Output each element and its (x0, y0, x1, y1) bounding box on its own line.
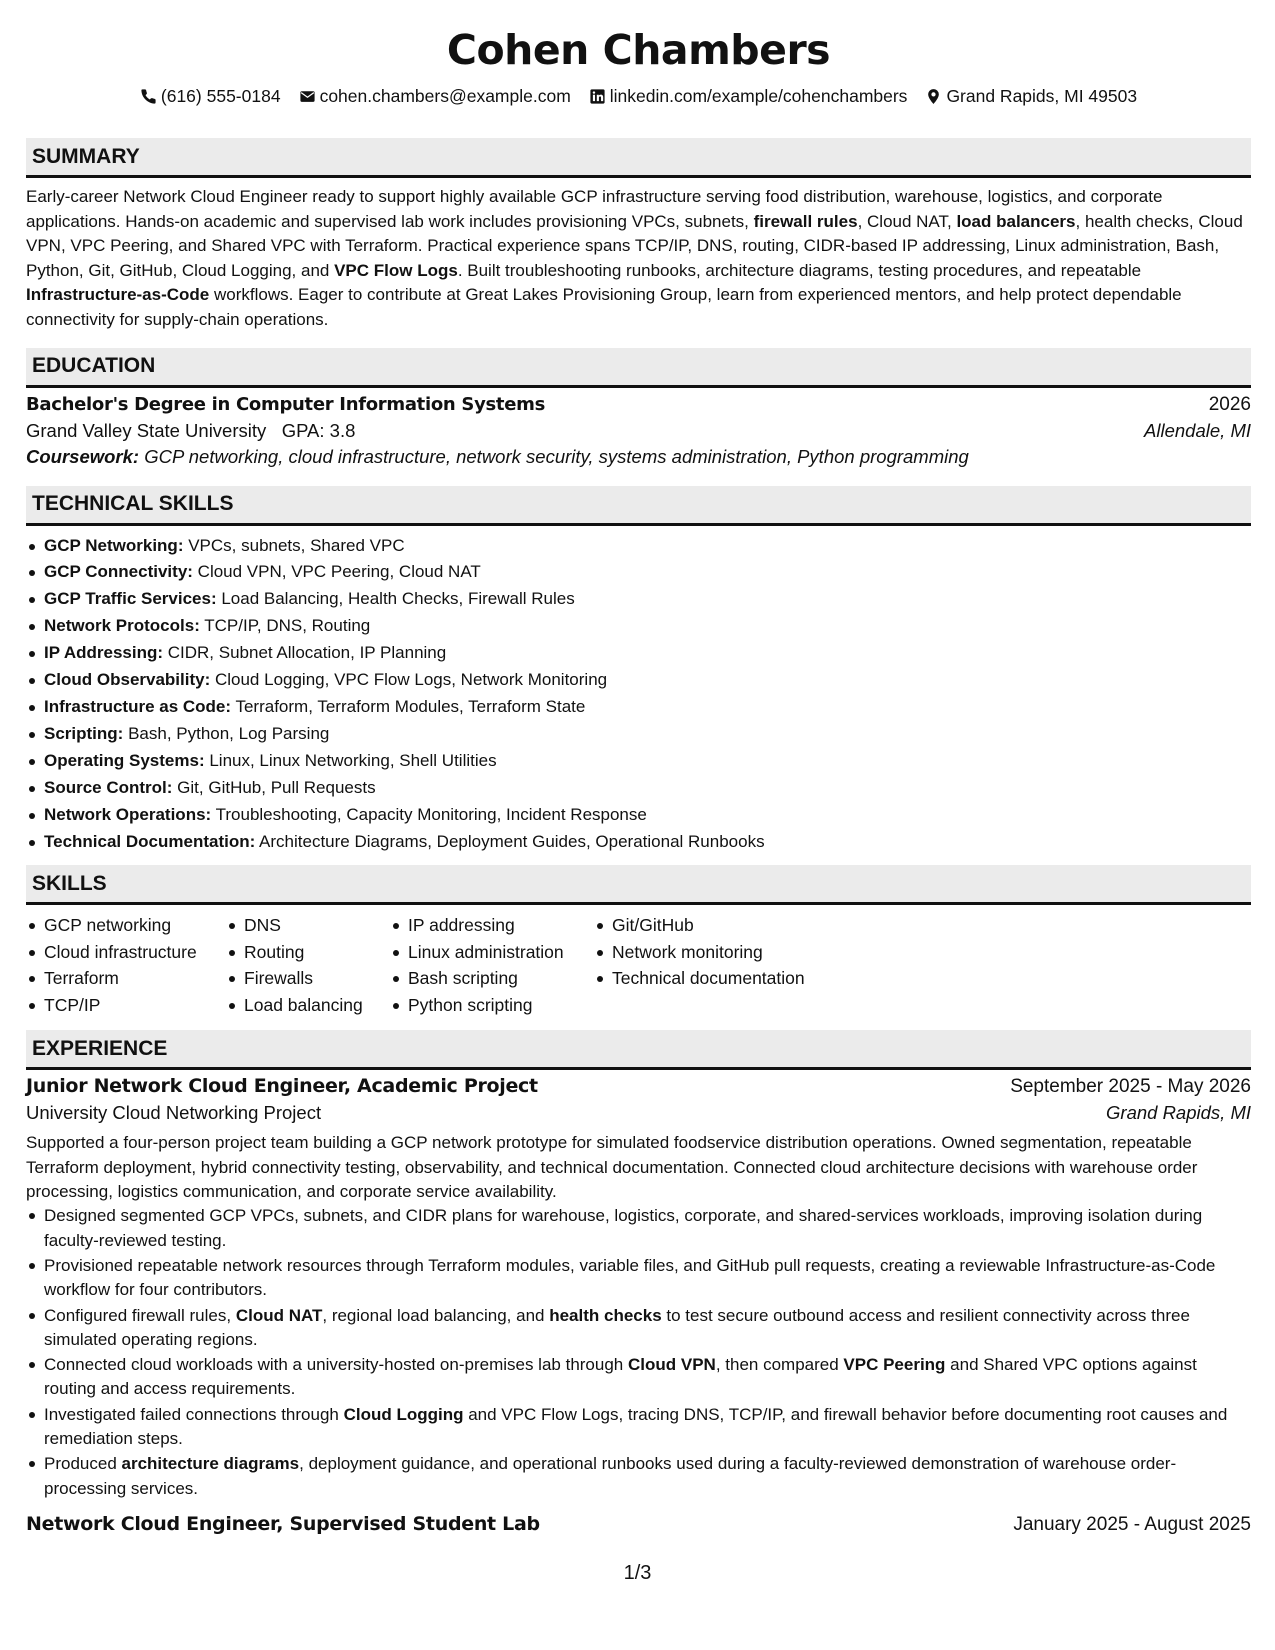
job-title: Junior Network Cloud Engineer, Academic Project (26, 1075, 538, 1098)
summary-text: , health checks, Cloud VPN, VPC Peering, and Shared VPC with Terraform. Practical experience spans TCP/IP, DNS, routing, CIDR-based IP addressing, Linux administration, Bash, Python, Git, GitHub, Cloud Logging, and (26, 211, 1243, 280)
skill-item: GCP networking (26, 912, 226, 939)
skill-values: Git, GitHub, Pull Requests (172, 777, 376, 797)
skill-category: Technical Documentation: (44, 831, 256, 851)
technical-skills-heading: TECHNICAL SKILLS (26, 486, 1251, 526)
bullet-text: , deployment guidance, and operational runbooks used during a faculty-reviewed demonstration of warehouse order-processing services. (44, 1454, 1177, 1498)
job-bullet (26, 1353, 1251, 1402)
skill-values: Architecture Diagrams, Deployment Guides, Operational Runbooks (255, 831, 765, 851)
candidate-name: Cohen Chambers (446, 26, 831, 74)
summary-paragraph (26, 185, 1251, 333)
bullet-text: Investigated failed connections through (44, 1404, 344, 1424)
bullet-text: Configured firewall rules, (44, 1305, 236, 1325)
bullet-emphasis: Cloud NAT (235, 1305, 323, 1325)
summary-heading: SUMMARY (26, 138, 1251, 178)
technical-skill-item (26, 694, 1251, 721)
job-bullet (26, 1452, 1251, 1501)
job-bullet (26, 1304, 1251, 1353)
skill-values: Load Balancing, Health Checks, Firewall Rules (216, 589, 575, 609)
location-text: Grand Rapids, MI 49503 (946, 86, 1138, 106)
job-bullet (26, 1403, 1251, 1452)
technical-skill-item (26, 559, 1251, 586)
skill-values: Cloud Logging, VPC Flow Logs, Network Monitoring (210, 670, 608, 690)
skill-category: Network Protocols: (44, 616, 200, 636)
skill-category: Network Operations: (44, 804, 212, 824)
skills-grid (26, 912, 1251, 1018)
skill-category: Source Control: (44, 777, 173, 797)
envelope-icon (299, 88, 316, 105)
job-entry (26, 1075, 1251, 1500)
job-dates: September 2025 - May 2026 (1010, 1076, 1251, 1098)
bullet-text: to test secure outbound access and resilient connectivity across three simulated operating regions. (44, 1305, 1190, 1349)
skill-category: Cloud Observability: (44, 670, 211, 690)
bullet-text: Produced (44, 1454, 122, 1474)
contact-phone (140, 84, 281, 108)
skill-item: TCP/IP (26, 992, 226, 1019)
job-org-row (26, 1102, 1251, 1124)
bullet-emphasis: Cloud Logging (343, 1404, 464, 1424)
education-school-row (26, 420, 1251, 442)
skill-item: Terraform (26, 965, 226, 992)
skill-values: Cloud VPN, VPC Peering, Cloud NAT (192, 562, 481, 582)
bullet-text: , regional load balancing, and (322, 1305, 550, 1325)
skill-category: Scripting: (44, 723, 124, 743)
skill-values: VPCs, subnets, Shared VPC (183, 535, 405, 555)
contact-bar (26, 84, 1251, 108)
degree-title: Bachelor's Degree in Computer Information Systems (26, 393, 545, 415)
coursework-label: Coursework: (26, 445, 140, 467)
skill-values: Troubleshooting, Capacity Monitoring, Incident Response (211, 804, 647, 824)
skill-item: Routing (226, 939, 390, 966)
job-bullets (26, 1204, 1251, 1501)
coursework-list: GCP networking, cloud infrastructure, network security, systems administration, Python programming (139, 445, 969, 467)
job-title: Network Cloud Engineer, Supervised Student Lab (26, 1512, 540, 1535)
bullet-text: Connected cloud workloads with a university-hosted on-premises lab through (44, 1355, 628, 1375)
technical-skill-item (26, 748, 1251, 775)
skills-column (26, 912, 226, 1018)
phone-icon (140, 88, 157, 105)
technical-skill-item (26, 802, 1251, 829)
school-line (26, 420, 355, 442)
skill-item: Python scripting (390, 992, 594, 1019)
job-dates: January 2025 - August 2025 (1013, 1513, 1251, 1535)
skill-item: Firewalls (226, 965, 390, 992)
bullet-text: , then compared (715, 1355, 844, 1375)
job-bullet (26, 1204, 1251, 1253)
skill-values: Linux, Linux Networking, Shell Utilities (204, 750, 497, 770)
bullet-text: and VPC Flow Logs, tracing DNS, TCP/IP, and firewall behavior before documenting root causes and remediation steps. (44, 1404, 1228, 1448)
skills-heading: SKILLS (26, 865, 1251, 905)
skill-values: Bash, Python, Log Parsing (123, 723, 330, 743)
skill-item: Linux administration (390, 939, 594, 966)
bullet-text: and Shared VPC options against routing and access requirements. (44, 1355, 1197, 1399)
school-name: Grand Valley State University (26, 419, 267, 441)
map-pin-icon (925, 88, 942, 105)
job-header-row (26, 1075, 1251, 1098)
skill-category: IP Addressing: (44, 643, 164, 663)
contact-email[interactable] (299, 84, 571, 108)
summary-text: , Cloud NAT, (857, 211, 957, 231)
summary-text: . Built troubleshooting runbooks, architecture diagrams, testing procedures, and repeatable (457, 260, 1142, 280)
skill-category: Infrastructure as Code: (44, 697, 232, 716)
technical-skill-item (26, 586, 1251, 613)
experience-heading: EXPERIENCE (26, 1030, 1251, 1070)
technical-skills-list (26, 533, 1251, 856)
skill-values: Terraform, Terraform Modules, Terraform State (231, 697, 586, 716)
technical-skill-item (26, 533, 1251, 560)
summary-text: Early-career Network Cloud Engineer ready to support highly available GCP infrastructure serving food distribution, warehouse, logistics, and corporate applications. Hands-on academic and supervised lab work includes provisioning VPCs, subnets, (26, 187, 1163, 231)
job-entry (26, 1513, 1251, 1536)
summary-emphasis: Infrastructure-as-Code (26, 285, 210, 305)
job-bullet (26, 1254, 1251, 1303)
skill-item: Technical documentation (594, 965, 854, 992)
bullet-text: Provisioned repeatable network resources through Terraform modules, variable files, and GitHub pull requests, creating a reviewable Infrastructure-as-Code workflow for four contributors. (44, 1255, 1216, 1300)
skill-category: GCP Traffic Services: (44, 589, 217, 609)
job-header-row (26, 1513, 1251, 1536)
skills-column (226, 912, 390, 1018)
technical-skill-item (26, 829, 1251, 856)
bullet-emphasis: Cloud VPN (627, 1355, 716, 1375)
technical-skill-item (26, 640, 1251, 667)
contact-linkedin[interactable] (589, 84, 908, 108)
degree-year: 2026 (1208, 393, 1251, 415)
resume-page (26, 0, 1251, 1536)
gpa: GPA: 3.8 (281, 419, 356, 441)
phone-text: (616) 555-0184 (160, 86, 281, 106)
school-location: Allendale, MI (1144, 419, 1251, 441)
page-number: 1/3 (623, 1562, 652, 1584)
education-degree-row (26, 394, 1251, 416)
bullet-emphasis: health checks (549, 1305, 662, 1325)
skills-column (594, 912, 854, 1018)
job-location: Grand Rapids, MI (1106, 1102, 1251, 1124)
skill-item: Load balancing (226, 992, 390, 1019)
summary-emphasis: load balancers (956, 211, 1076, 231)
linkedin-text[interactable]: linkedin.com/example/cohenchambers (609, 86, 908, 106)
summary-emphasis: VPC Flow Logs (334, 260, 458, 280)
linkedin-icon (589, 88, 606, 105)
email-text[interactable]: cohen.chambers@example.com (319, 86, 571, 106)
education-heading: EDUCATION (26, 348, 1251, 388)
skill-item: DNS (226, 912, 390, 939)
skill-values: CIDR, Subnet Allocation, IP Planning (163, 643, 447, 663)
contact-location (925, 84, 1137, 108)
job-organization: University Cloud Networking Project (26, 1102, 322, 1124)
technical-skill-item (26, 721, 1251, 748)
coursework-line (26, 446, 1251, 468)
summary-emphasis: firewall rules (753, 211, 858, 231)
bullet-text: Designed segmented GCP VPCs, subnets, and CIDR plans for warehouse, logistics, corporate, and shared-services workloads, improving isolation during faculty-reviewed testing. (44, 1206, 1203, 1250)
technical-skill-item (26, 667, 1251, 694)
skill-category: GCP Connectivity: (44, 562, 193, 582)
skill-category: Operating Systems: (44, 750, 205, 770)
skill-category: GCP Networking: (44, 535, 184, 555)
summary-text: workflows. Eager to contribute at Great Lakes Provisioning Group, learn from experienced mentors, and help protect dependable connectivity for supply-chain operations. (26, 285, 1182, 329)
skill-item: IP addressing (390, 912, 594, 939)
skill-item: Network monitoring (594, 939, 854, 966)
technical-skill-item (26, 613, 1251, 640)
skills-column (390, 912, 594, 1018)
skill-item: Bash scripting (390, 965, 594, 992)
job-description: Supported a four-person project team building a GCP network prototype for simulated foodservice distribution operations. Owned segmentation, repeatable Terraform deployment, hybrid connectivity testing, observability, and technical documentation. Connected cloud architecture decisions with warehouse order processing, logistics communication, and corporate service availability. (26, 1133, 1198, 1202)
skill-item: Git/GitHub (594, 912, 854, 939)
bullet-emphasis: VPC Peering (843, 1355, 946, 1375)
technical-skill-item (26, 775, 1251, 802)
bullet-emphasis: architecture diagrams (121, 1454, 300, 1474)
skill-item: Cloud infrastructure (26, 939, 226, 966)
skill-values: TCP/IP, DNS, Routing (199, 616, 371, 636)
